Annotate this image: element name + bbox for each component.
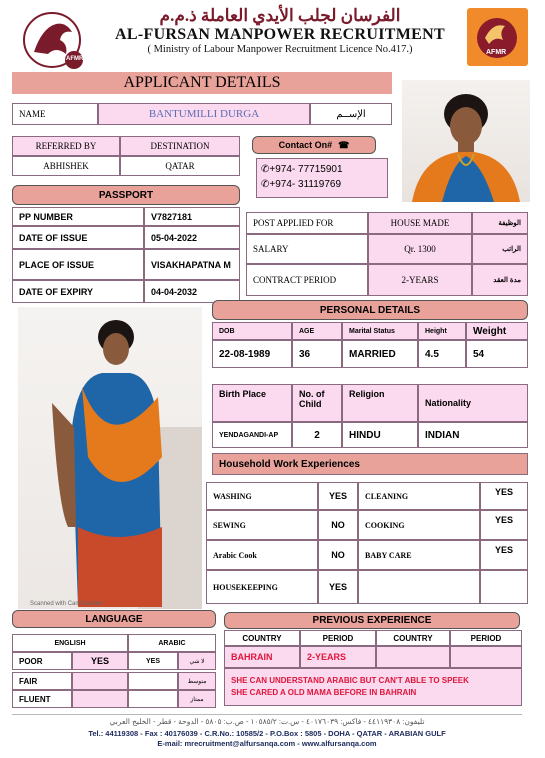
personal-children: 2 bbox=[292, 422, 342, 448]
post-label-2: CONTRACT PERIOD bbox=[246, 264, 368, 296]
passport-label-0: PP NUMBER bbox=[12, 207, 144, 226]
passport-label-3: DATE OF EXPIRY bbox=[12, 280, 144, 303]
destination-value: QATAR bbox=[120, 156, 240, 176]
post-value-2: 2-YEARS bbox=[368, 264, 472, 296]
logo-left-text: AFMR bbox=[66, 56, 84, 62]
language-en-1 bbox=[72, 672, 128, 690]
language-en-2 bbox=[72, 690, 128, 708]
passport-value-0: V7827181 bbox=[144, 207, 240, 226]
passport-value-1: 05-04-2022 bbox=[144, 226, 240, 249]
previous-country-2 bbox=[376, 646, 450, 668]
personal-age: 36 bbox=[292, 340, 342, 368]
household-value2-2: YES bbox=[480, 540, 528, 570]
post-ar-0: الوظيفة bbox=[472, 212, 528, 234]
personal-dob: 22-08-1989 bbox=[212, 340, 292, 368]
household-label-2: Arabic Cook bbox=[206, 540, 318, 570]
phone-icon: ☎ bbox=[338, 139, 350, 150]
footer-line1: Tel.: 44119308 - Fax : 40176039 - C.R.No.: 10585/2 - P.O.Box : 5805 - DOHA - QATAR - ARABIAN GULF bbox=[88, 729, 446, 738]
household-value-0: YES bbox=[318, 482, 358, 510]
footer-line2: E-mail: mrecruitment@alfursanqa.com - www.alfursanqa.com bbox=[157, 739, 377, 748]
household-value2-1: YES bbox=[480, 510, 528, 540]
language-ar-label-2: ممتاز bbox=[178, 690, 216, 708]
name-value: BANTUMILLI DURGA bbox=[98, 103, 310, 125]
personal-religion: HINDU bbox=[342, 422, 418, 448]
language-ar-0: YES bbox=[128, 652, 178, 670]
post-ar-2: مدة العقد bbox=[472, 264, 528, 296]
name-label-ar: الإســم bbox=[310, 103, 392, 125]
footer-divider bbox=[12, 714, 522, 715]
personal-dob-label: DOB bbox=[212, 322, 292, 340]
household-label2-3 bbox=[358, 570, 480, 604]
personal-height-label: Height bbox=[418, 322, 466, 340]
logo-right-text: AFMR bbox=[486, 49, 507, 56]
language-ar-2 bbox=[128, 690, 178, 708]
phone-2-icon: ✆ bbox=[261, 179, 270, 190]
left-logo bbox=[22, 10, 92, 70]
contact-label: Contact On# bbox=[278, 140, 333, 150]
household-value-2: NO bbox=[318, 540, 358, 570]
personal-weight: 54 bbox=[466, 340, 528, 368]
household-label-0: WASHING bbox=[206, 482, 318, 510]
previous-title: PREVIOUS EXPERIENCE bbox=[224, 612, 520, 629]
personal-birthplace-label: Birth Place bbox=[212, 384, 292, 422]
language-ar-label-0: لا شي bbox=[178, 652, 216, 670]
passport-label-1: DATE OF ISSUE bbox=[12, 226, 144, 249]
personal-age-label: AGE bbox=[292, 322, 342, 340]
contact-header bbox=[252, 136, 376, 154]
personal-nationality-label: Nationality bbox=[418, 384, 528, 422]
passport-value-3: 04-04-2032 bbox=[144, 280, 240, 303]
personal-marital-label: Marital Status bbox=[342, 322, 418, 340]
personal-details-title: PERSONAL DETAILS bbox=[212, 300, 528, 320]
household-value-3: YES bbox=[318, 570, 358, 604]
previous-period: 2-YEARS bbox=[300, 646, 376, 668]
phone-1-icon: ✆ bbox=[261, 164, 270, 175]
right-logo bbox=[467, 8, 528, 66]
title-en: AL-FURSAN MANPOWER RECRUITMENT bbox=[115, 26, 445, 43]
referred-by-value: ABHISHEK bbox=[12, 156, 120, 176]
language-arabic-header: ARABIC bbox=[128, 634, 216, 652]
language-title: LANGUAGE bbox=[12, 610, 216, 628]
previous-header-0: COUNTRY bbox=[224, 630, 300, 646]
language-english-header: ENGLISH bbox=[12, 634, 128, 652]
passport-title: PASSPORT bbox=[12, 185, 240, 205]
post-label-0: POST APPLIED FOR bbox=[246, 212, 368, 234]
previous-header-3: PERIOD bbox=[450, 630, 522, 646]
previous-notes bbox=[224, 668, 522, 706]
subtitle: ( Ministry of Labour Manpower Recruitment Licence No.417.) bbox=[147, 44, 413, 55]
household-value2-0: YES bbox=[480, 482, 528, 510]
household-value2-3 bbox=[480, 570, 528, 604]
previous-period-2 bbox=[450, 646, 522, 668]
household-label2-1: COOKING bbox=[358, 510, 480, 540]
previous-note1: SHE CAN UNDERSTAND ARABIC BUT CAN'T ABLE TO SPEEK bbox=[231, 676, 469, 685]
language-label-1: FAIR bbox=[12, 672, 72, 690]
full-photo bbox=[18, 307, 202, 609]
post-label-1: SALARY bbox=[246, 234, 368, 264]
household-value-1: NO bbox=[318, 510, 358, 540]
personal-height: 4.5 bbox=[418, 340, 466, 368]
household-label-1: SEWING bbox=[206, 510, 318, 540]
footer-ar: تليفون: ٤٤١١٩٣٠٨ - فاكس: ٤٠١٧٦٠٣٩ - س.ت: ١٠٥٨٥/٢ - ص.ب: ٥٨٠٥ - الدوحة - قطر - الخليج العربي bbox=[109, 717, 425, 726]
household-label2-2: BABY CARE bbox=[358, 540, 480, 570]
language-ar-label-1: متوسط bbox=[178, 672, 216, 690]
previous-country: BAHRAIN bbox=[224, 646, 300, 668]
personal-religion-label: Religion bbox=[342, 384, 418, 422]
personal-marital: MARRIED bbox=[342, 340, 418, 368]
household-label2-0: CLEANING bbox=[358, 482, 480, 510]
name-label: NAME bbox=[12, 103, 98, 125]
personal-weight-label: Weight bbox=[466, 322, 528, 340]
personal-birthplace: YENDAGANDI-AP bbox=[212, 422, 292, 448]
previous-header-2: COUNTRY bbox=[376, 630, 450, 646]
language-en-0: YES bbox=[72, 652, 128, 670]
destination-label: DESTINATION bbox=[120, 136, 240, 156]
language-ar-1 bbox=[128, 672, 178, 690]
previous-note2: SHE CARED A OLD MAMA BEFORE IN BAHRAIN bbox=[231, 688, 417, 697]
post-value-1: Qr. 1300 bbox=[368, 234, 472, 264]
household-label-3: HOUSEKEEPING bbox=[206, 570, 318, 604]
personal-children-label: No. of Child bbox=[292, 384, 342, 422]
photo-caption: Scanned with CamScanner bbox=[30, 601, 103, 607]
post-ar-1: الراتب bbox=[472, 234, 528, 264]
portrait-photo bbox=[402, 80, 530, 202]
phone-2[interactable]: ✆+974- 31119769 bbox=[261, 179, 342, 190]
household-title: Household Work Experiences bbox=[212, 453, 528, 475]
language-label-2: FLUENT bbox=[12, 690, 72, 708]
passport-label-2: PLACE OF ISSUE bbox=[12, 249, 144, 280]
title-ar: الفرسان لجلب الأيدي العاملة ذ.م.م bbox=[159, 6, 401, 25]
post-value-0: HOUSE MADE bbox=[368, 212, 472, 234]
previous-header-1: PERIOD bbox=[300, 630, 376, 646]
referred-by-label: REFERRED BY bbox=[12, 136, 120, 156]
phone-1[interactable]: ✆+974- 77715901 bbox=[261, 164, 343, 175]
applicant-details-title: APPLICANT DETAILS bbox=[12, 72, 392, 94]
language-label-0: POOR bbox=[12, 652, 72, 670]
personal-nationality: INDIAN bbox=[418, 422, 528, 448]
phones-box bbox=[256, 158, 388, 198]
passport-value-2: VISAKHAPATNA M bbox=[144, 249, 240, 280]
